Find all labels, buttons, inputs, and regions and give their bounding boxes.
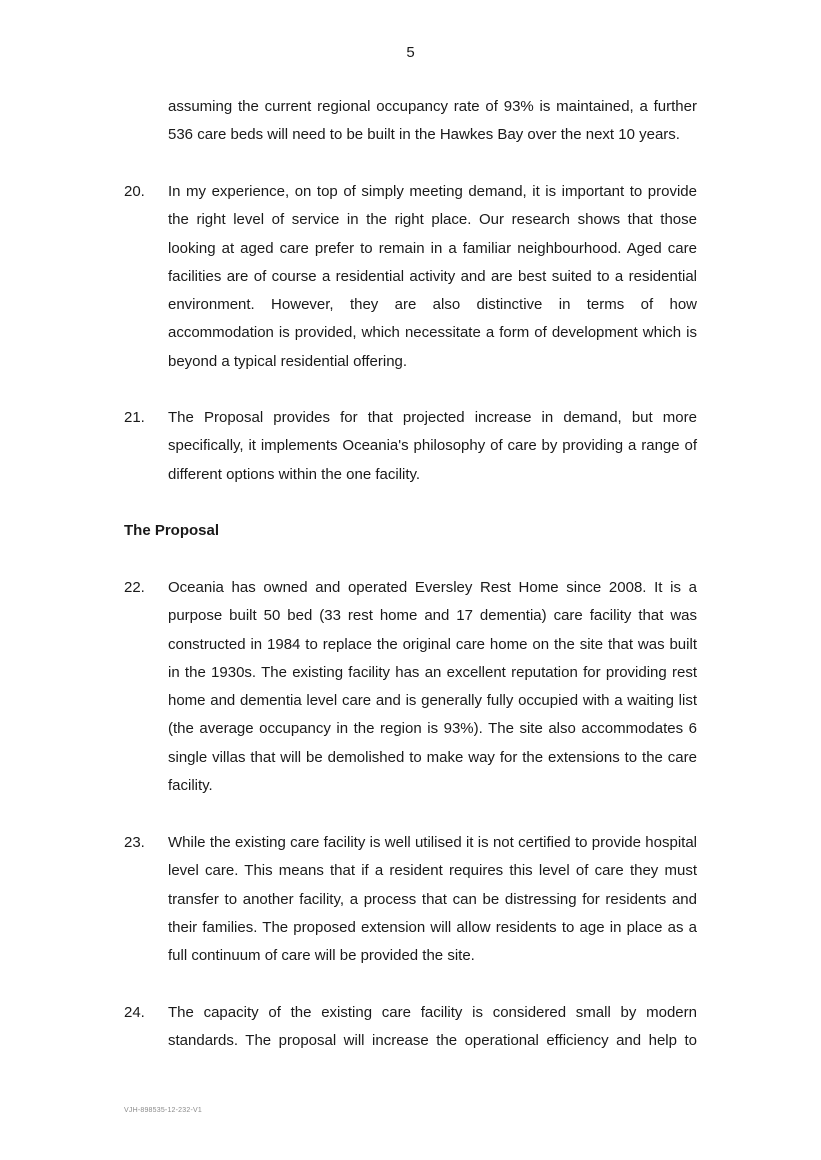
paragraph-number: 22.: [124, 579, 145, 596]
paragraph-number: 20.: [124, 183, 145, 200]
paragraph-23: [124, 829, 697, 970]
paragraph-text: Oceania has owned and operated Eversley Rest Home since 2008. It is a purpose built 50 bed (33 rest home and 17 dementia) care facility that was constructed in 1984 to replace the original care home on the site that was built in the 1930s. The existing facility has an excellent reputation for providing rest home and dementia level care and is generally fully occupied with a waiting list (the average occupancy in the region is 93%). The site also accommodates 6 single villas that will be demolished to make way for the extensions to the care facility.: [168, 579, 697, 795]
paragraph-number: 24.: [124, 1004, 145, 1021]
paragraph-20: [124, 178, 697, 376]
section-heading: The Proposal: [124, 522, 220, 539]
paragraph-text: While the existing care facility is well utilised it is not certified to provide hospital level care. This means that if a resident requires this level of care they must transfer to another facility, a process that can be distressing for residents and their families. The proposed extension will allow residents to age in place as a full continuum of care will be provided the site.: [168, 834, 697, 965]
paragraph-number: 21.: [124, 409, 145, 426]
paragraph-22: [124, 574, 697, 800]
paragraph-text: The capacity of the existing care facility is considered small by modern standards. The proposal will increase the operational efficiency and help to: [168, 1004, 697, 1050]
paragraph-21: [124, 404, 697, 489]
paragraph-text: In my experience, on top of simply meeting demand, it is important to provide the right level of service in the right place. Our research shows that those looking at aged care prefer to remain in a familiar neighbourhood. Aged care facilities are of course a residential activity and are best suited to a residential environment. However, they are also distinctive in terms of how accommodation is provided, which necessitate a form of development which is beyond a typical residential offering.: [168, 183, 697, 370]
paragraph-24: [124, 999, 697, 1056]
paragraph-number: 23.: [124, 834, 145, 851]
document-reference-footer: VJH-898535-12-232-V1: [124, 1107, 202, 1114]
paragraph-19-continuation: [124, 93, 697, 150]
paragraph-text: The Proposal provides for that projected increase in demand, but more specifically, it implements Oceania's philosophy of care by providing a range of different options within the one facility.: [168, 409, 697, 483]
paragraph-text: assuming the current regional occupancy rate of 93% is maintained, a further 536 care beds will need to be built in the Hawkes Bay over the next 10 years.: [168, 98, 697, 144]
page-number: 5: [406, 44, 415, 61]
